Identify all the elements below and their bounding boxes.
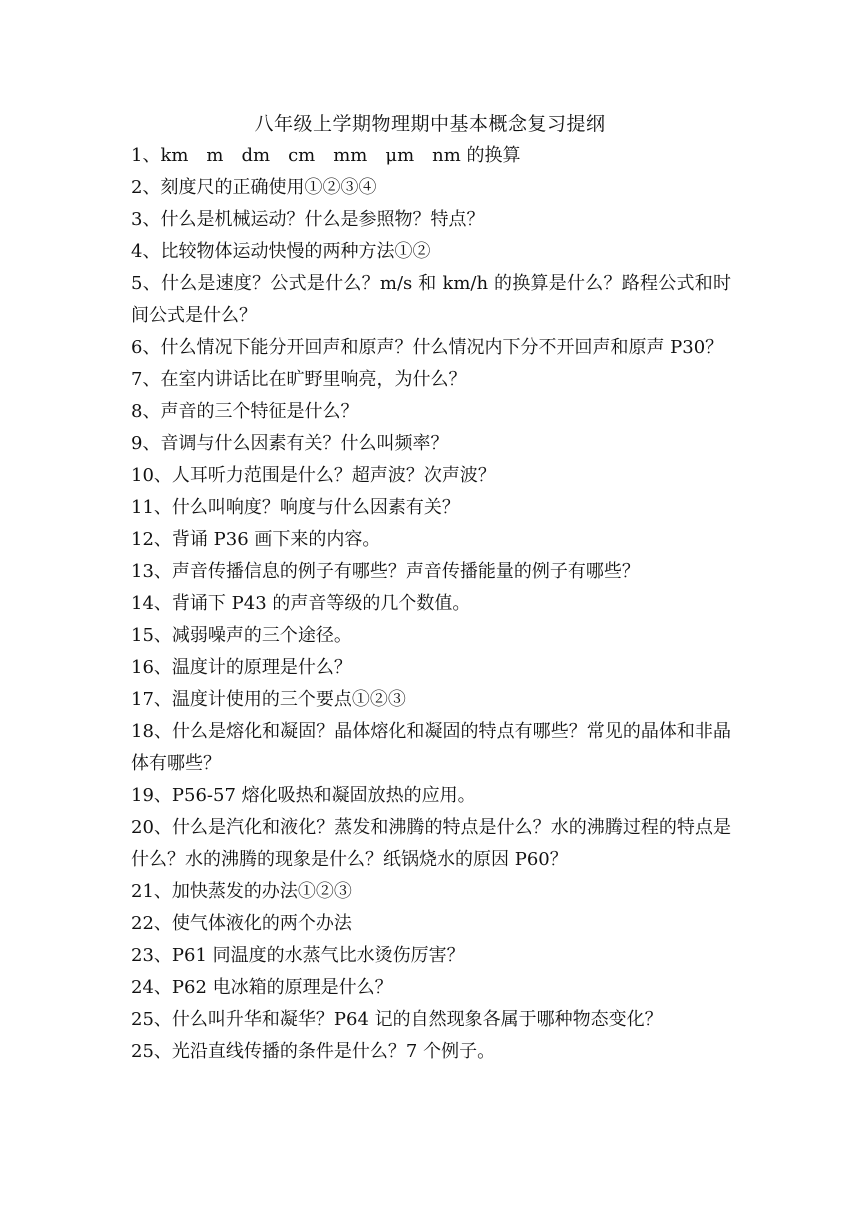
list-item: 16、温度计的原理是什么？ <box>131 657 352 678</box>
list-item: 3、什么是机械运动？什么是参照物？特点？ <box>131 209 485 230</box>
list-item: 13、声音传播信息的例子有哪些？声音传播能量的例子有哪些？ <box>131 561 640 582</box>
list-item: 18、什么是熔化和凝固？晶体熔化和凝固的特点有哪些？常见的晶体和非晶体有哪些？ <box>131 721 731 774</box>
list-item: 23、P61 同温度的水蒸气比水烫伤厉害？ <box>131 945 465 966</box>
list-item: 17、温度计使用的三个要点①②③ <box>131 689 406 710</box>
list-item: 9、音调与什么因素有关？什么叫频率？ <box>131 433 449 454</box>
list-item: 20、什么是汽化和液化？蒸发和沸腾的特点是什么？水的沸腾过程的特点是什么？水的沸腾的现象是什么？纸锅烧水的原因 P60？ <box>131 817 731 870</box>
list-item: 11、什么叫响度？响度与什么因素有关？ <box>131 497 460 518</box>
list-item: 6、什么情况下能分开回声和原声？什么情况内下分不开回声和原声 P30？ <box>131 337 724 358</box>
review-question-list <box>131 140 731 1068</box>
list-item: 25、光沿直线传播的条件是什么？7 个例子。 <box>131 1041 496 1062</box>
list-item: 10、人耳听力范围是什么？超声波？次声波？ <box>131 465 496 486</box>
list-item: 8、声音的三个特征是什么？ <box>131 401 359 422</box>
list-item: 12、背诵 P36 画下来的内容。 <box>131 529 381 550</box>
list-item: 25、什么叫升华和凝华？P64 记的自然现象各属于哪种物态变化？ <box>131 1009 663 1030</box>
list-item: 7、在室内讲话比在旷野里响亮，为什么？ <box>131 369 467 390</box>
list-item: 21、加快蒸发的办法①②③ <box>131 881 352 902</box>
list-item: 5、什么是速度？公式是什么？m/s 和 km/h 的换算是什么？路程公式和时间公式是什么？ <box>131 273 731 326</box>
list-item: 2、刻度尺的正确使用①②③④ <box>131 177 377 198</box>
document-title: 八年级上学期物理期中基本概念复习提纲 <box>254 113 606 135</box>
list-item: 19、P56-57 熔化吸热和凝固放热的应用。 <box>131 785 476 806</box>
list-item: 24、P62 电冰箱的原理是什么？ <box>131 977 393 998</box>
list-item: 1、km m dm cm mm μm nm 的换算 <box>131 145 521 166</box>
list-item: 15、减弱噪声的三个途径。 <box>131 625 352 646</box>
list-item: 14、背诵下 P43 的声音等级的几个数值。 <box>131 593 471 614</box>
list-item: 22、使气体液化的两个办法 <box>131 913 352 934</box>
list-item: 4、比较物体运动快慢的两种方法①② <box>131 241 431 262</box>
